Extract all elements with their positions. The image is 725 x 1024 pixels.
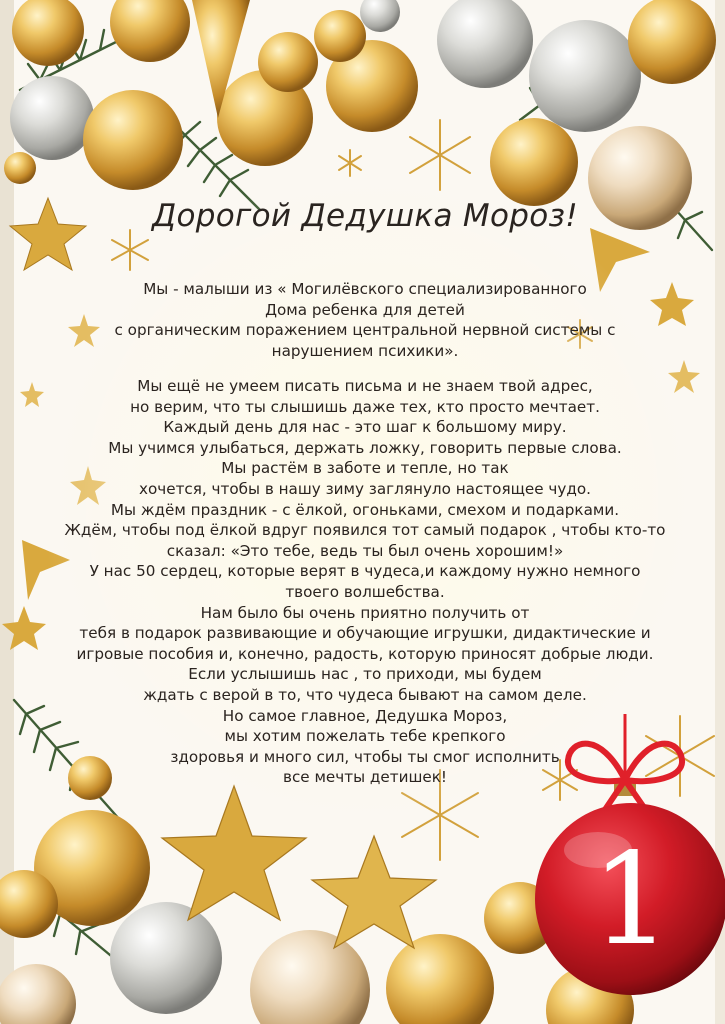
badge-number: 1 — [591, 826, 672, 973]
intro-line: Мы - малыши из « Могилёвского специализированного — [143, 280, 587, 298]
body-line: Но самое главное, Дедушка Мороз, — [222, 706, 508, 725]
body-line: но верим, что ты слышишь даже тех, кто просто мечтает. — [130, 397, 600, 416]
body-line: ждать с верой в то, что чудеса бывают на самом деле. — [143, 685, 587, 704]
body-line: Мы растём в заботе и тепле, но так — [221, 459, 509, 478]
number-badge — [540, 712, 725, 1012]
body-line: Мы ждём праздник - с ёлкой, огоньками, смехом и подарками. — [110, 500, 620, 519]
body-line: Мы учимся улыбаться, держать ложку, говорить первые слова. — [108, 438, 622, 457]
body-line: У нас 50 сердец, которые верят в чудеса,и каждому нужно немного — [89, 562, 641, 581]
body-line: Если услышишь нас , то приходи, мы будем — [188, 665, 542, 684]
body-line: твоего волшебства. — [285, 582, 445, 601]
intro-line: Дома ребенка для детей — [265, 300, 465, 319]
body-line: тебя в подарок развивающие и обучающие игрушки, дидактические и — [79, 624, 651, 643]
body-line: Мы ещё не умеем писать письма и не знаем твой адрес, — [137, 377, 593, 395]
body-line: Каждый день для нас - это шаг к большому миру. — [163, 418, 567, 437]
intro-line: с органическим поражением центральной нервной системы с — [114, 321, 616, 340]
body-line: Нам было бы очень приятно получить от — [200, 603, 530, 622]
body-line: Ждём, чтобы под ёлкой вдруг появился тот самый подарок , чтобы кто-то — [64, 521, 666, 540]
body-line: мы хотим пожелать тебе крепкого — [224, 727, 506, 746]
body-line: сказал: «Это тебе, ведь ты был очень хорошим!» — [166, 541, 564, 560]
intro-line: нарушением психики». — [271, 341, 459, 360]
letter-intro — [40, 279, 690, 361]
body-line: игровые пособия и, конечно, радость, которую приносят добрые люди. — [76, 644, 654, 663]
body-line: хочется, чтобы в нашу зиму заглянуло настоящее чудо. — [138, 479, 592, 498]
body-line: все мечты детишек! — [283, 768, 447, 787]
letter-title: Дорогой Дедушка Мороз! — [152, 198, 578, 234]
body-line: здоровья и много сил, чтобы ты смог исполнить — [170, 747, 560, 766]
